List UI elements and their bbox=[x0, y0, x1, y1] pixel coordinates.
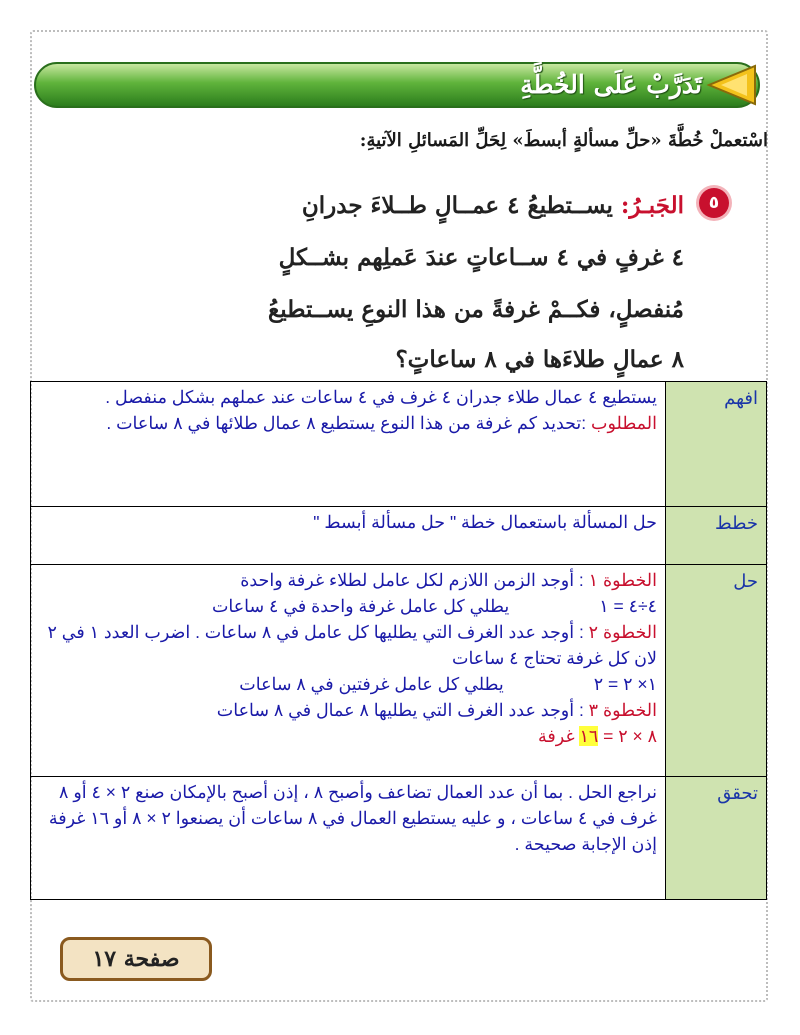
question-number-badge: ٥ bbox=[699, 188, 729, 218]
eq1: ٤÷٤ = ١ bbox=[599, 596, 657, 616]
understand-body bbox=[31, 382, 666, 507]
step3-text: : أوجد عدد الغرف التي يطليها ٨ عمال في ٨ ساعات bbox=[216, 700, 589, 720]
eq2-line bbox=[39, 671, 657, 697]
solve-body bbox=[31, 565, 666, 777]
row-solve bbox=[31, 565, 767, 777]
check-conclusion: إذن الإجابة صحيحة . bbox=[514, 834, 657, 854]
check-body bbox=[31, 777, 666, 900]
solution-table bbox=[30, 381, 767, 900]
step2-line bbox=[39, 619, 657, 671]
question-tag: الجَبـرُ: bbox=[620, 192, 684, 219]
eq3-unit: غرفة bbox=[538, 726, 580, 746]
row-plan bbox=[31, 507, 767, 565]
eq3-result: ١٦ bbox=[579, 726, 599, 746]
step3-line bbox=[39, 697, 657, 723]
question-line-4: ٨ عمالٍ طلاءَها في ٨ ساعاتٍ؟ bbox=[395, 346, 684, 373]
eq2-text: يطلي كل عامل غرفتين في ٨ ساعات bbox=[239, 674, 504, 694]
required-line bbox=[39, 410, 657, 436]
banner-arrow-icon bbox=[703, 62, 757, 108]
step-label-solve: حل bbox=[666, 565, 767, 777]
eq3-left: ٨ × ٢ = bbox=[598, 726, 657, 746]
step2-text: : أوجد عدد الغرف التي يطليها كل عامل في ٨ ساعات . اضرب العدد ١ في ٢ لان كل غرفة تحتاج ٤ ساعات bbox=[47, 622, 657, 668]
step2-label: الخطوة ٢ bbox=[588, 622, 657, 642]
step1-label: الخطوة ١ bbox=[588, 570, 657, 590]
step-label-understand: افهم bbox=[666, 382, 767, 507]
instruction-text: اسْتعملْ خُطَّةَ «حلِّ مسألةٍ أبسطَ» لِحَلِّ المَسائلِ الآتيةِ: bbox=[359, 130, 768, 151]
question-line-3: مُنفصلٍ، فكــمْ غرفةً من هذا النوعِ يســتطيعُ bbox=[268, 296, 684, 323]
section-title: تَدَرَّبْ عَلَى الخُطَّةِ bbox=[520, 70, 702, 99]
eq2: ١× ٢ = ٢ bbox=[593, 674, 657, 694]
row-understand bbox=[31, 382, 767, 507]
eq3-line bbox=[39, 723, 657, 749]
row-check bbox=[31, 777, 767, 900]
understand-text: يستطيع ٤ عمال طلاء جدران ٤ غرف في ٤ ساعات عند عملهم بشكل منفصل . bbox=[105, 387, 657, 407]
required-label: المطلوب bbox=[591, 413, 657, 433]
step1-line bbox=[39, 567, 657, 593]
eq1-line bbox=[39, 593, 657, 619]
required-text: :تحديد كم غرفة من هذا النوع يستطيع ٨ عمال طلائها في ٨ ساعات . bbox=[106, 413, 592, 433]
question-line-1 bbox=[84, 192, 684, 219]
step-label-check: تحقق bbox=[666, 777, 767, 900]
question-line-2: ٤ غرفٍ في ٤ ســاعاتٍ عندَ عَملِهم بشــكلٍ bbox=[278, 244, 684, 271]
step1-text: : أوجد الزمن اللازم لكل عامل لطلاء غرفة واحدة bbox=[240, 570, 589, 590]
step3-label: الخطوة ٣ bbox=[588, 700, 657, 720]
question-line-1-text: يســتطيعُ ٤ عمــالٍ طــلاءَ جدرانِ bbox=[301, 192, 621, 219]
step-label-plan: خطط bbox=[666, 507, 767, 565]
check-text: نراجع الحل . بما أن عدد العمال تضاعف وأصبح ٨ ، إذن أصبح بالإمكان صنع ٢ × ٤ أو ٨ غرف في ٤ ساعات ، و عليه يستطيع العمال في ٨ ساعات أن يصنعوا ٢ × ٨ أو ١٦ غرفة bbox=[48, 782, 657, 828]
eq1-text: يطلي كل عامل غرفة واحدة في ٤ ساعات bbox=[211, 596, 510, 616]
page-number-badge: صفحة ١٧ bbox=[60, 937, 212, 981]
plan-text: حل المسألة باستعمال خطة " حل مسألة أبسط " bbox=[31, 507, 666, 565]
